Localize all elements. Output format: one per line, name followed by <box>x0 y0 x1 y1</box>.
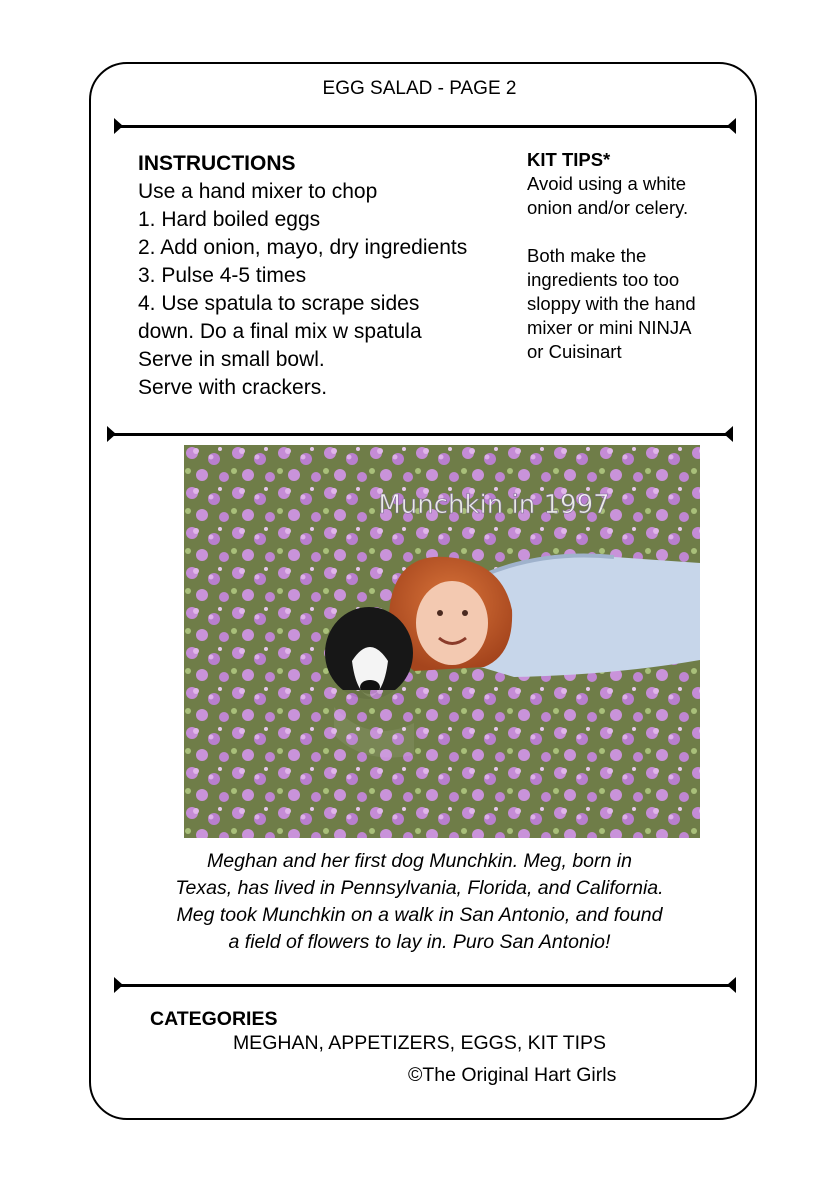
instruction-line: 1. Hard boiled eggs <box>138 208 321 231</box>
kit-tip-line: Avoid using a white <box>527 173 687 194</box>
instruction-line: 4. Use spatula to scrape sides <box>138 292 420 315</box>
page-title: EGG SALAD - PAGE 2 <box>322 78 517 99</box>
kit-tip-line: sloppy with the hand <box>527 293 696 314</box>
kit-tip-line: onion and/or celery. <box>527 197 689 218</box>
copyright-text: ©The Original Hart Girls <box>408 1064 617 1086</box>
categories-heading: CATEGORIES <box>150 1008 278 1030</box>
categories-list: MEGHAN, APPETIZERS, EGGS, KIT TIPS <box>232 1032 607 1054</box>
instruction-line: 2. Add onion, mayo, dry ingredients <box>138 236 468 259</box>
kit-tip-line: mixer or mini NINJA <box>527 317 692 338</box>
instruction-line: Use a hand mixer to chop <box>138 180 378 203</box>
caption-line: a field of flowers to lay in. Puro San Antonio! <box>228 931 611 953</box>
kit-tip-line: or Cuisinart <box>527 341 622 362</box>
instructions-section <box>138 150 523 402</box>
instructions-heading: INSTRUCTIONS <box>138 152 296 175</box>
photo-meghan-and-munchkin <box>184 445 700 838</box>
caption-line: Meghan and her first dog Munchkin. Meg, born in <box>207 850 632 872</box>
kit-tip-line: Both make the <box>527 245 647 266</box>
kit-tips-section <box>527 148 742 364</box>
caption-line: Texas, has lived in Pennsylvania, Florida, and California. <box>175 877 664 899</box>
kit-tip-line: ingredients too too <box>527 269 680 290</box>
instruction-line: Serve in small bowl. <box>138 348 325 371</box>
instruction-line: 3. Pulse 4-5 times <box>138 264 307 287</box>
photo-overlay-text: Munchkin in 1997 <box>378 490 610 520</box>
instruction-line: down. Do a final mix w spatula <box>138 320 422 343</box>
middle-divider <box>108 433 732 436</box>
kit-tips-heading: KIT TIPS* <box>527 149 611 170</box>
top-divider <box>115 125 735 128</box>
bottom-divider <box>115 984 735 987</box>
instruction-line: Serve with crackers. <box>138 376 328 399</box>
caption-line: Meg took Munchkin on a walk in San Antonio, and found <box>176 904 663 926</box>
photo-caption <box>0 848 839 956</box>
